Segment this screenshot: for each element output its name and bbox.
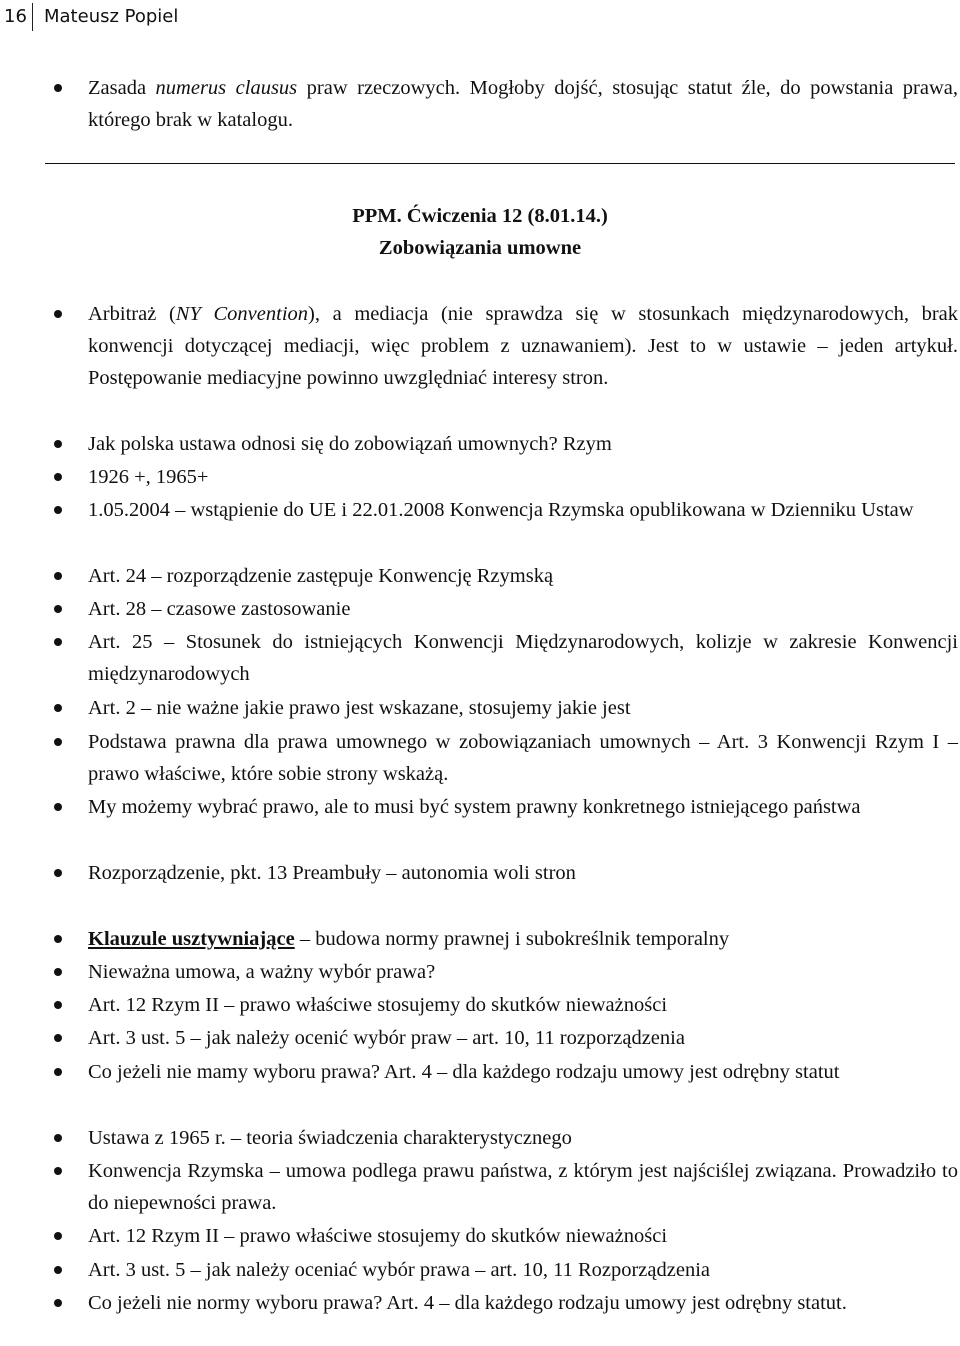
list-item: Konwencja Rzymska – umowa podlega prawu państwa, z którym jest najściślej związana. Prowadziło to do niepewności prawa. [88,1155,958,1219]
list-item: Art. 2 – nie ważne jakie prawo jest wskazane, stosujemy jakie jest [88,692,958,724]
list-item: Art. 12 Rzym II – prawo właściwe stosujemy do skutków nieważności [88,1220,958,1252]
list-item: Arbitraż (NY Convention), a mediacja (nie sprawdza się w stosunkach międzynarodowych, brak konwencji dotyczącej mediacji, więc problem z uznawaniem). Jest to w ustawie – jeden artykuł. Postępowanie mediacyjne powinno uwzględniać interesy stron. [88,298,958,394]
bullet-icon [54,869,62,877]
bullet-icon [54,1167,62,1175]
list-item: Art. 3 ust. 5 – jak należy ocenić wybór praw – art. 10, 11 rozporządzenia [88,1022,958,1054]
list-item: Rozporządzenie, pkt. 13 Preambuły – autonomia woli stron [88,857,958,889]
list-item: Nieważna umowa, a ważny wybór prawa? [88,956,958,988]
bullet-icon [54,473,62,481]
bullet-icon [54,1266,62,1274]
bullet-icon [54,935,62,943]
list-item: Jak polska ustawa odnosi się do zobowiązań umownych? Rzym [88,428,958,460]
bullet-icon [54,803,62,811]
bullet-icon [54,704,62,712]
list-item: Art. 28 – czasowe zastosowanie [88,593,958,625]
list-item: Podstawa prawna dla prawa umownego w zobowiązaniach umownych – Art. 3 Konwencji Rzym I – prawo właściwe, które sobie strony wskażą. [88,726,958,790]
bullet-icon [54,310,62,318]
list-item: Art. 24 – rozporządzenie zastępuje Konwencję Rzymską [88,560,958,592]
list-item: 1926 +, 1965+ [88,461,958,493]
header-divider [32,3,33,31]
bullet-icon [54,1232,62,1240]
list-item: Co jeżeli nie mamy wyboru prawa? Art. 4 – dla każdego rodzaju umowy jest odrębny statut [88,1056,958,1088]
bullet-icon [54,1299,62,1307]
bullet-icon [54,1134,62,1142]
section-divider [45,163,955,164]
list-item: Klauzule usztywniające – budowa normy prawnej i subokreślnik temporalny [88,923,958,955]
bullet-icon [54,84,62,92]
bullet-icon [54,738,62,746]
list-item: Art. 25 – Stosunek do istniejących Konwencji Międzynarodowych, kolizje w zakresie Konwencji międzynarodowych [88,626,958,690]
list-item: Co jeżeli nie normy wyboru prawa? Art. 4 – dla każdego rodzaju umowy jest odrębny statut. [88,1287,958,1319]
section-subheading: Zobowiązania umowne [378,237,582,259]
list-item: Ustawa z 1965 r. – teoria świadczenia charakterystycznego [88,1122,958,1154]
section-heading: PPM. Ćwiczenia 12 (8.01.14.) [352,205,608,227]
bullet-icon [54,572,62,580]
bullet-icon [54,1034,62,1042]
list-item: Art. 12 Rzym II – prawo właściwe stosujemy do skutków nieważności [88,989,958,1021]
list-item: Art. 3 ust. 5 – jak należy oceniać wybór prawa – art. 10, 11 Rozporządzenia [88,1254,958,1286]
page-header [0,0,960,34]
list-item: 1.05.2004 – wstąpienie do UE i 22.01.2008 Konwencja Rzymska opublikowana w Dzienniku Ustaw [88,494,958,526]
page-number: 16 [4,6,27,27]
header-author: Mateusz Popiel [44,6,179,27]
bullet-icon [54,1068,62,1076]
bullet-icon [54,968,62,976]
emphasized-term: Klauzule usztywniające [88,928,295,950]
list-item: My możemy wybrać prawo, ale to musi być system prawny konkretnego istniejącego państwa [88,791,958,823]
bullet-icon [54,638,62,646]
bullet-icon [54,440,62,448]
list-item-intro: Zasada numerus clausus praw rzeczowych. Mogłoby dojść, stosując statut źle, do powstania prawa, którego brak w katalogu. [88,72,958,136]
bullet-icon [54,1001,62,1009]
bullet-icon [54,506,62,514]
bullet-icon [54,605,62,613]
latin-term: numerus clausus [155,77,298,99]
